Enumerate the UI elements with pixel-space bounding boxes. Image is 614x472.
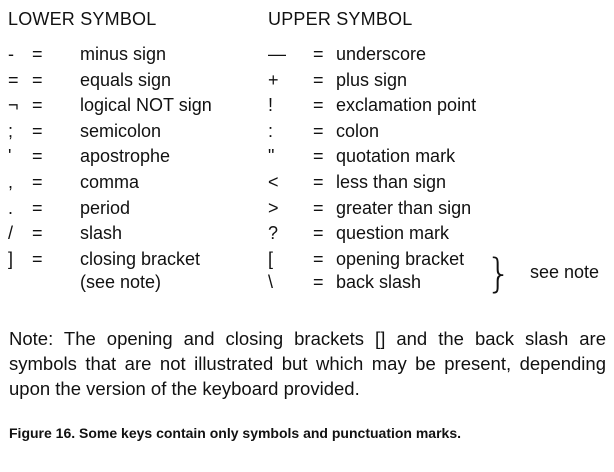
lower-key: /: [8, 223, 14, 244]
equals-mark: =: [313, 95, 324, 116]
upper-name: exclamation point: [336, 95, 477, 116]
equals-mark: =: [32, 223, 43, 244]
symbol-row-apostrophe: [0, 144, 614, 170]
symbol-table: [0, 42, 614, 297]
equals-mark: =: [32, 69, 43, 90]
equals-mark: =: [313, 146, 324, 167]
lower-key: -: [8, 44, 14, 64]
equals-mark: =: [313, 120, 324, 141]
upper-symbol-header: UPPER SYMBOL: [268, 9, 413, 29]
symbol-row-brackets: [0, 247, 614, 270]
lower-symbol-header: LOWER SYMBOL: [8, 9, 157, 29]
upper-name: less than sign: [336, 171, 447, 192]
upper-key: +: [268, 69, 279, 90]
equals-mark: =: [313, 44, 324, 64]
upper-name: colon: [336, 120, 380, 141]
lower-key: .: [8, 197, 14, 218]
upper-key: ʺ: [268, 146, 275, 167]
grouping-brace: }: [486, 251, 512, 297]
upper-name: greater than sign: [336, 197, 472, 218]
see-note-label: see note: [530, 262, 600, 282]
equals-mark: =: [32, 197, 43, 218]
lower-name: (see note): [80, 271, 162, 292]
lower-name: closing bracket: [80, 248, 201, 269]
equals-mark: =: [313, 223, 324, 244]
upper-name: quotation mark: [336, 146, 456, 167]
lower-name: semicolon: [80, 120, 162, 141]
lower-name: minus sign: [80, 44, 167, 64]
lower-name: slash: [80, 223, 123, 244]
lower-name: comma: [80, 171, 140, 192]
equals-mark: =: [313, 248, 324, 269]
symbol-row-backslash: [0, 270, 614, 293]
upper-key: :: [268, 120, 274, 141]
figure-caption: Figure 16. Some keys contain only symbols and punctuation marks.: [9, 425, 462, 441]
equals-mark: =: [313, 271, 324, 292]
equals-mark: =: [313, 171, 324, 192]
lower-key: ¬: [8, 95, 19, 116]
symbol-row-slash: [0, 221, 614, 247]
upper-key: ?: [268, 223, 279, 244]
upper-name: underscore: [336, 44, 427, 64]
upper-name: opening bracket: [336, 248, 465, 269]
lower-name: apostrophe: [80, 146, 171, 167]
lower-key: ]: [8, 248, 14, 269]
lower-key: ʹ: [8, 146, 12, 167]
upper-key: !: [268, 95, 274, 116]
upper-name: question mark: [336, 223, 450, 244]
lower-key: =: [8, 69, 19, 90]
equals-mark: =: [32, 120, 43, 141]
upper-key: [: [268, 248, 274, 269]
lower-key: ,: [8, 171, 14, 192]
lower-name: equals sign: [80, 69, 172, 90]
equals-mark: =: [32, 44, 43, 64]
equals-mark: =: [313, 197, 324, 218]
note-paragraph: Note: The opening and closing brackets [] and the back slash are symbols that are not illustrated but which may be present, depending upon the version of the keyboard provided.: [9, 328, 606, 399]
symbol-row-equals: [0, 68, 614, 94]
upper-key: >: [268, 197, 279, 218]
lower-name: logical NOT sign: [80, 95, 212, 116]
upper-name: back slash: [336, 271, 422, 292]
symbol-row-not: [0, 93, 614, 119]
equals-mark: =: [313, 69, 324, 90]
symbol-row-semicolon: [0, 119, 614, 145]
equals-mark: =: [32, 146, 43, 167]
upper-name: plus sign: [336, 69, 408, 90]
upper-key: \: [268, 271, 274, 292]
lower-key: ;: [8, 120, 14, 141]
upper-key: —: [268, 44, 286, 64]
symbol-row-comma: [0, 170, 614, 196]
equals-mark: =: [32, 95, 43, 116]
upper-key: <: [268, 171, 279, 192]
equals-mark: =: [32, 171, 43, 192]
symbol-row-period: [0, 196, 614, 222]
lower-name: period: [80, 197, 131, 218]
equals-mark: =: [32, 248, 43, 269]
symbol-row-minus: [0, 42, 614, 68]
